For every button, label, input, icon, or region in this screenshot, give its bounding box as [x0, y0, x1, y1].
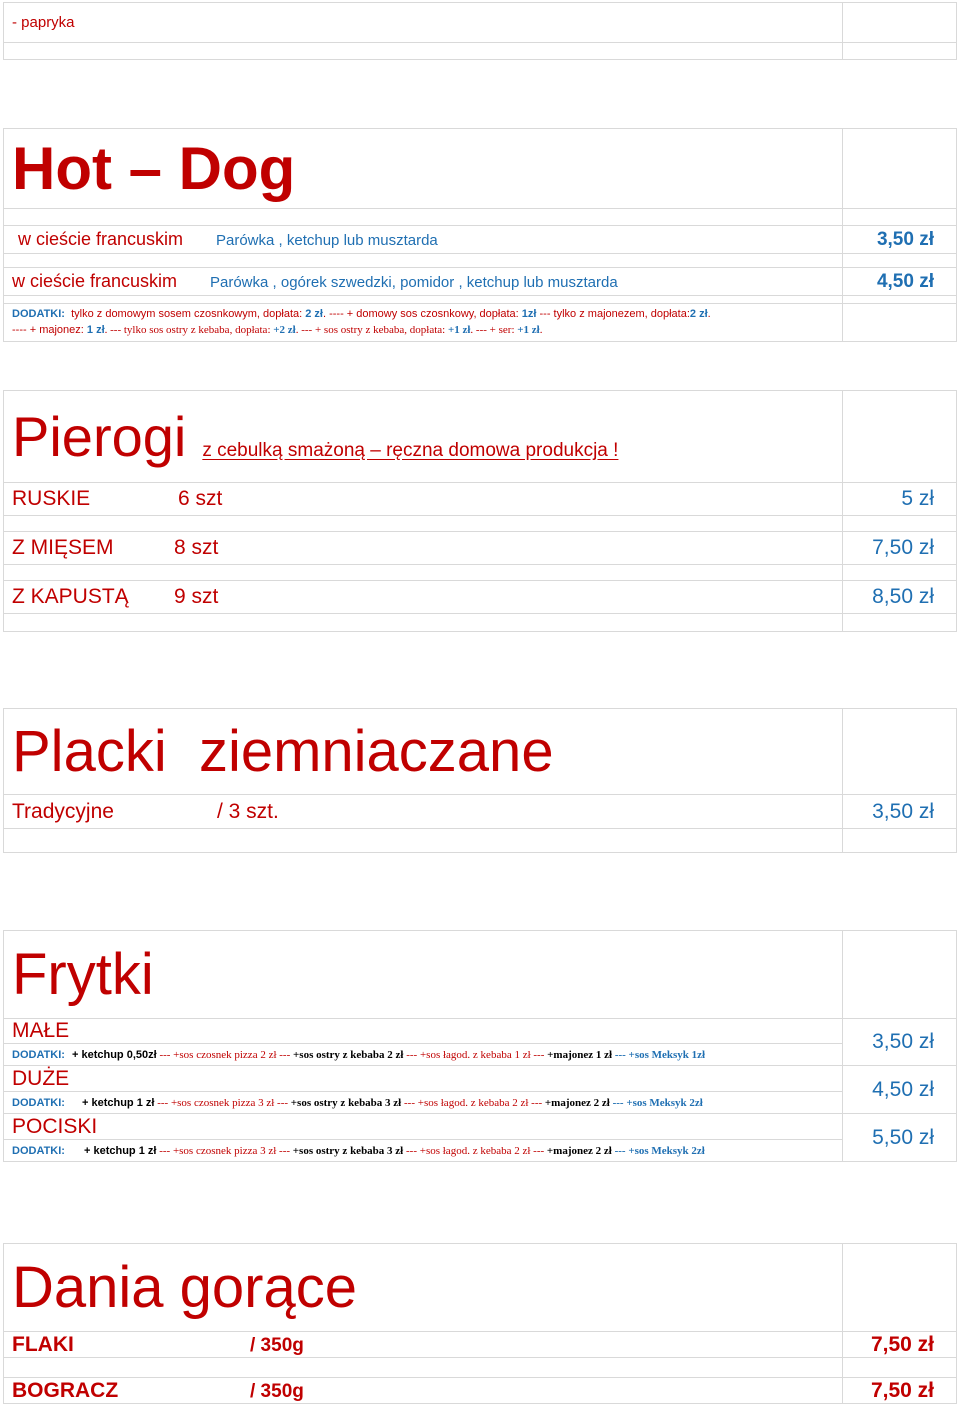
- item-name: Z MIĘSEM: [12, 536, 114, 559]
- item-name: FLAKI: [12, 1332, 74, 1356]
- hotdog-addons: DODATKI: tylko z domowym sosem czosnkowym, dopłata: 2 zł. ---- + domowy sos czosnkowy, dopłata: 1zł --- tylko z majonezem, dopłata:2 zł. ---- + majonez: 1 zł. --- tylko sos ostry z kebaba, dopłata: +2 zł. --- + sos ostry z kebaba, dopłata: +1 zł. --- + ser: +1 zł.: [4, 304, 957, 342]
- menu-item: [4, 795, 957, 829]
- item-qty: 8 szt: [174, 536, 219, 559]
- addons-label: DODATKI:: [12, 307, 65, 320]
- menu-item: [4, 483, 957, 516]
- pierogi-title: Pierogi: [12, 404, 187, 468]
- menu-item: [4, 1378, 957, 1404]
- item-price: 3,50 zł: [876, 228, 934, 250]
- top-fragment: [3, 2, 957, 60]
- item-name: MAŁE: [12, 1019, 70, 1042]
- item-qty: / 3 szt.: [217, 799, 279, 823]
- item-price: 4,50 zł: [872, 1077, 934, 1101]
- item-desc: Parówka , ogórek szwedzki, pomidor , ketchup lub musztarda: [210, 274, 618, 291]
- dania-title: Dania gorące: [12, 1254, 357, 1320]
- item-qty: / 350g: [250, 1380, 304, 1402]
- item-addons: DODATKI: + ketchup 0,50zł --- +sos czosnek pizza 2 zł --- +sos ostry z kebaba 2 zł --- +sos łagod. z kebaba 1 zł --- +majonez 1 zł --- +sos Meksyk 1zł: [4, 1044, 957, 1066]
- item-price: 5,50 zł: [872, 1125, 934, 1149]
- top-text: - papryka: [12, 13, 75, 31]
- item-desc: Parówka , ketchup lub musztarda: [216, 232, 438, 249]
- item-name: DUŻE: [12, 1066, 70, 1090]
- section-hotdog: [3, 128, 957, 342]
- item-price: 4,50 zł: [876, 270, 934, 292]
- item-name: POCISKI: [12, 1114, 98, 1138]
- menu-item: [4, 532, 957, 565]
- section-frytki: [3, 930, 957, 1162]
- item-name: w cieście francuskim: [12, 271, 178, 291]
- item-qty: / 350g: [250, 1334, 304, 1356]
- pierogi-subtitle: z cebulką smażoną – ręczna domowa produkcja !: [202, 439, 619, 461]
- item-name: w cieście francuskim: [18, 229, 184, 249]
- menu-item: [4, 1019, 957, 1044]
- item-name: BOGRACZ: [12, 1378, 119, 1402]
- item-name: Tradycyjne: [12, 799, 114, 823]
- item-name: RUSKIE: [12, 487, 91, 510]
- menu-item: [4, 268, 957, 296]
- hotdog-title: Hot – Dog: [12, 134, 296, 202]
- item-price: 7,50 zł: [870, 1378, 934, 1402]
- menu-item: [4, 1066, 957, 1092]
- placki-title: Placki ziemniaczane: [12, 718, 554, 784]
- item-price: 3,50 zł: [872, 799, 934, 823]
- menu-item: [4, 581, 957, 614]
- item-price: 7,50 zł: [870, 1332, 934, 1356]
- item-price: 3,50 zł: [872, 1030, 934, 1053]
- item-name: Z KAPUSTĄ: [12, 585, 129, 608]
- item-qty: 6 szt: [178, 487, 223, 510]
- section-dania: [3, 1243, 957, 1404]
- item-price: 8,50 zł: [872, 585, 934, 608]
- section-pierogi: [3, 390, 957, 632]
- menu-item: [4, 1332, 957, 1358]
- section-placki: [3, 708, 957, 853]
- menu-item: [4, 226, 957, 254]
- item-price: 7,50 zł: [872, 536, 934, 559]
- item-price: 5 zł: [901, 487, 934, 510]
- frytki-title: Frytki: [12, 941, 154, 1007]
- menu-item: [4, 1114, 957, 1140]
- item-qty: 9 szt: [174, 585, 219, 608]
- item-addons: DODATKI: + ketchup 1 zł --- +sos czosnek pizza 3 zł --- +sos ostry z kebaba 3 zł --- +sos łagod. z kebaba 2 zł --- +majonez 2 zł --- +sos Meksyk 2zł: [4, 1140, 957, 1162]
- item-addons: DODATKI: + ketchup 1 zł --- +sos czosnek pizza 3 zł --- +sos ostry z kebaba 3 zł --- +sos łagod. z kebaba 2 zł --- +majonez 2 zł --- +sos Meksyk 2zł: [4, 1092, 957, 1114]
